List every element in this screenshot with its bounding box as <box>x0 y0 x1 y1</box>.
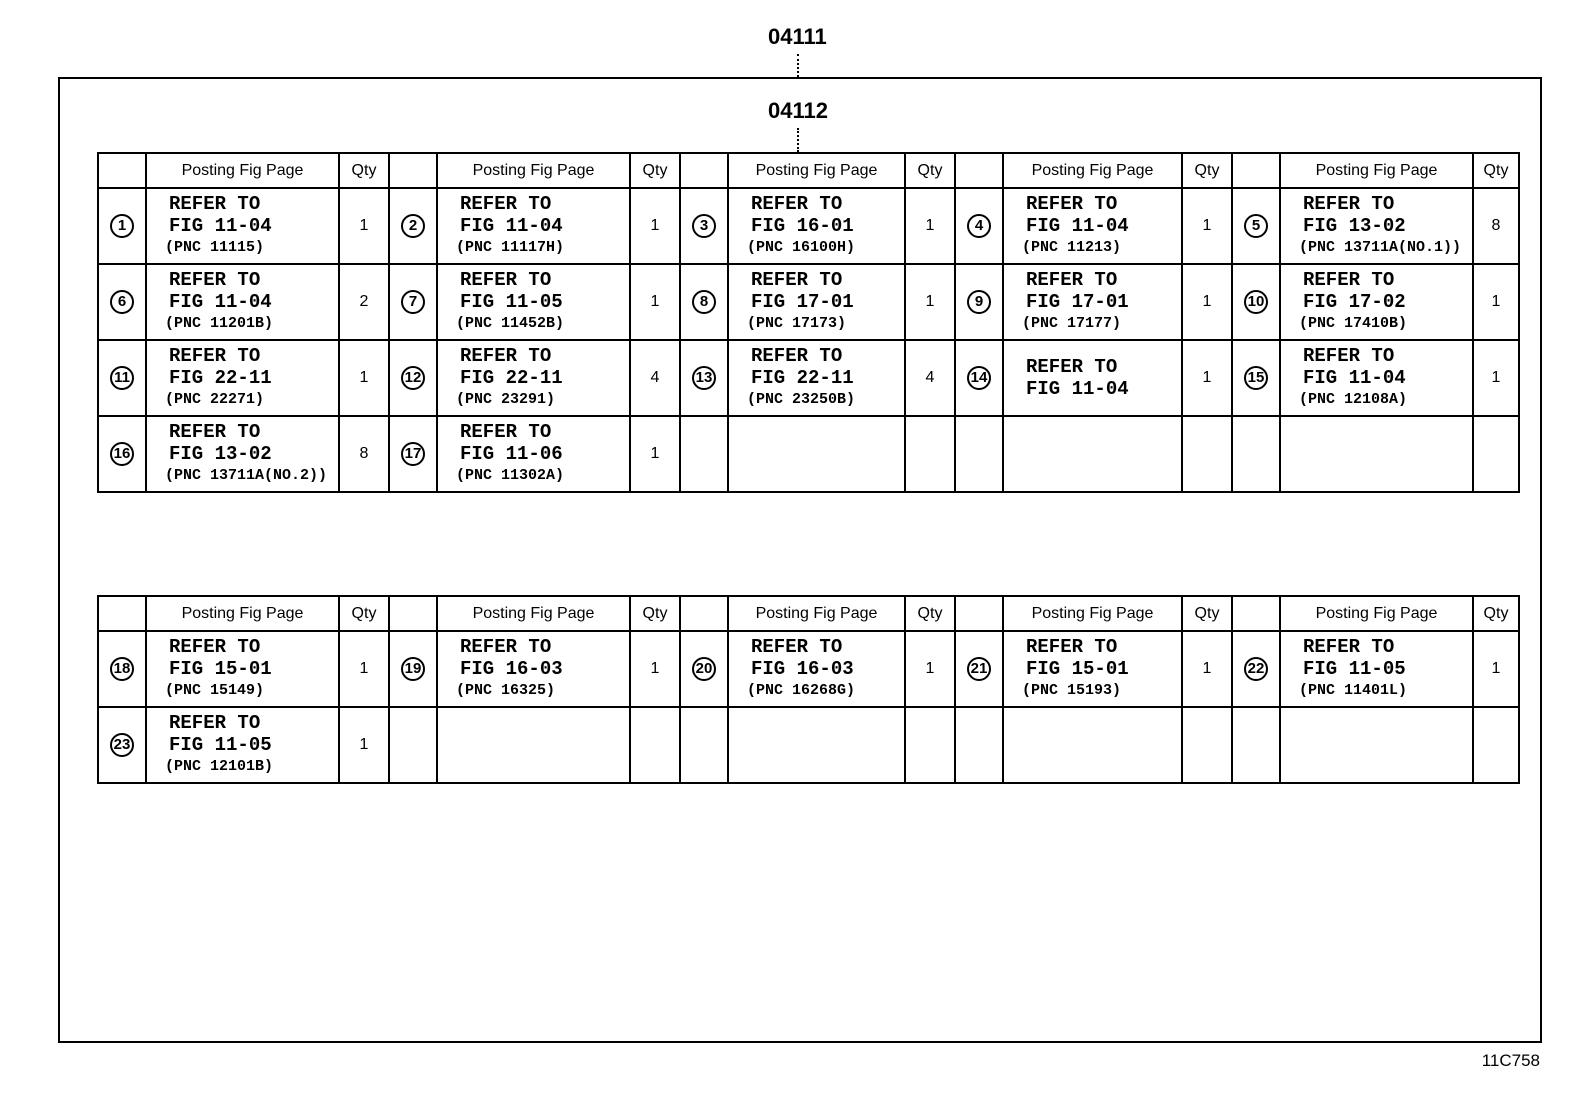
posting-reference-cell <box>1003 340 1182 416</box>
item-number-cell <box>1232 707 1280 783</box>
item-number-cell <box>98 264 146 340</box>
item-number-cell <box>98 707 146 783</box>
item-number-cell <box>389 416 437 492</box>
item-number-cell <box>98 340 146 416</box>
pnc-reference: (PNC 15149) <box>165 682 265 699</box>
header-qty: Qty <box>1473 153 1519 188</box>
posting-reference-cell <box>1280 340 1473 416</box>
header-qty: Qty <box>339 596 389 631</box>
quantity-cell: 1 <box>905 188 955 264</box>
refer-to-text: REFER TO <box>460 269 552 291</box>
pnc-reference: (PNC 16100H) <box>747 239 856 256</box>
refer-to-text: REFER TO <box>460 421 552 443</box>
header-posting-fig-page: Posting Fig Page <box>437 596 630 631</box>
header-posting-fig-page: Posting Fig Page <box>146 596 339 631</box>
figure-reference: FIG 13-02 <box>169 443 272 465</box>
pnc-reference: (PNC 13711A(NO.1)) <box>1299 239 1462 256</box>
pnc-reference: (PNC 22271) <box>165 391 265 408</box>
item-number-circle: 17 <box>401 442 425 466</box>
item-number-cell <box>1232 631 1280 707</box>
header-qty: Qty <box>630 596 680 631</box>
posting-reference-cell <box>146 264 339 340</box>
header-index-cell <box>389 596 437 631</box>
item-number-cell <box>1232 264 1280 340</box>
pnc-reference: (PNC 12108A) <box>1299 391 1408 408</box>
quantity-cell <box>1182 707 1232 783</box>
posting-reference-cell <box>728 188 905 264</box>
header-qty: Qty <box>905 153 955 188</box>
table-row <box>98 188 1519 264</box>
table-header-row <box>98 596 1519 631</box>
posting-reference-cell <box>146 631 339 707</box>
figure-reference: FIG 22-11 <box>169 367 272 389</box>
posting-reference-cell <box>728 631 905 707</box>
item-number-circle: 8 <box>692 290 716 314</box>
quantity-cell: 1 <box>339 707 389 783</box>
refer-to-text: REFER TO <box>1303 345 1395 367</box>
header-index-cell <box>1232 596 1280 631</box>
item-number-cell <box>1232 340 1280 416</box>
refer-to-text: REFER TO <box>1026 356 1118 378</box>
pnc-reference: (PNC 12101B) <box>165 758 274 775</box>
quantity-cell: 1 <box>339 631 389 707</box>
refer-to-text: REFER TO <box>751 193 843 215</box>
header-posting-fig-page: Posting Fig Page <box>1003 596 1182 631</box>
refer-to-text: REFER TO <box>1026 269 1118 291</box>
table-row <box>98 416 1519 492</box>
quantity-cell: 1 <box>1473 631 1519 707</box>
pnc-reference: (PNC 17173) <box>747 315 847 332</box>
item-number-cell <box>680 340 728 416</box>
refer-to-text: REFER TO <box>460 636 552 658</box>
figure-reference: FIG 11-06 <box>460 443 563 465</box>
pnc-reference: (PNC 11452B) <box>456 315 565 332</box>
header-index-cell <box>680 153 728 188</box>
refer-to-text: REFER TO <box>751 345 843 367</box>
posting-reference-cell <box>1280 264 1473 340</box>
item-number-cell <box>955 340 1003 416</box>
header-posting-fig-page: Posting Fig Page <box>437 153 630 188</box>
quantity-cell: 1 <box>630 264 680 340</box>
item-number-circle: 10 <box>1244 290 1268 314</box>
posting-reference-cell <box>728 264 905 340</box>
quantity-cell: 1 <box>1182 188 1232 264</box>
item-number-circle: 4 <box>967 214 991 238</box>
item-number-cell <box>955 416 1003 492</box>
quantity-cell: 1 <box>905 631 955 707</box>
figure-reference: FIG 11-05 <box>1303 658 1406 680</box>
item-number-circle: 21 <box>967 657 991 681</box>
quantity-cell: 4 <box>905 340 955 416</box>
posting-reference-cell <box>437 340 630 416</box>
quantity-cell <box>905 707 955 783</box>
header-qty: Qty <box>905 596 955 631</box>
item-number-circle: 6 <box>110 290 134 314</box>
pnc-reference: (PNC 11213) <box>1022 239 1122 256</box>
item-number-cell <box>389 707 437 783</box>
posting-reference-cell <box>146 340 339 416</box>
item-number-circle: 12 <box>401 366 425 390</box>
item-number-cell <box>1232 416 1280 492</box>
item-number-circle: 9 <box>967 290 991 314</box>
posting-reference-cell <box>437 631 630 707</box>
refer-to-text: REFER TO <box>460 345 552 367</box>
item-number-cell <box>389 264 437 340</box>
table-row <box>98 707 1519 783</box>
quantity-cell: 1 <box>339 340 389 416</box>
refer-to-text: REFER TO <box>751 269 843 291</box>
parts-table-1 <box>97 152 1520 493</box>
posting-reference-cell <box>1003 631 1182 707</box>
item-number-cell <box>389 631 437 707</box>
figure-reference: FIG 11-05 <box>460 291 563 313</box>
figure-reference: FIG 17-01 <box>751 291 854 313</box>
quantity-cell: 1 <box>1182 631 1232 707</box>
figure-reference: FIG 22-11 <box>751 367 854 389</box>
quantity-cell: 1 <box>1473 340 1519 416</box>
header-qty: Qty <box>1182 153 1232 188</box>
posting-reference-cell <box>1003 188 1182 264</box>
refer-to-text: REFER TO <box>1303 193 1395 215</box>
pnc-reference: (PNC 17410B) <box>1299 315 1408 332</box>
figure-reference: FIG 11-04 <box>460 215 563 237</box>
figure-reference: FIG 15-01 <box>1026 658 1129 680</box>
refer-to-text: REFER TO <box>169 421 261 443</box>
posting-reference-cell <box>1003 264 1182 340</box>
pnc-reference: (PNC 11115) <box>165 239 265 256</box>
item-number-circle: 14 <box>967 366 991 390</box>
item-number-circle: 11 <box>110 366 134 390</box>
refer-to-text: REFER TO <box>169 712 261 734</box>
posting-reference-cell <box>437 264 630 340</box>
posting-reference-cell <box>1003 707 1182 783</box>
item-number-cell <box>680 416 728 492</box>
header-qty: Qty <box>630 153 680 188</box>
figure-reference: FIG 11-04 <box>1026 215 1129 237</box>
header-qty: Qty <box>339 153 389 188</box>
pnc-reference: (PNC 11401L) <box>1299 682 1408 699</box>
header-posting-fig-page: Posting Fig Page <box>146 153 339 188</box>
posting-reference-cell <box>146 188 339 264</box>
figure-reference: FIG 22-11 <box>460 367 563 389</box>
item-number-cell <box>1232 188 1280 264</box>
header-posting-fig-page: Posting Fig Page <box>728 596 905 631</box>
item-number-circle: 5 <box>1244 214 1268 238</box>
quantity-cell: 1 <box>630 631 680 707</box>
posting-reference-cell <box>1280 416 1473 492</box>
figure-reference: FIG 11-04 <box>1026 378 1129 400</box>
posting-reference-cell <box>1280 188 1473 264</box>
header-qty: Qty <box>1182 596 1232 631</box>
item-number-circle: 2 <box>401 214 425 238</box>
quantity-cell <box>1473 416 1519 492</box>
posting-reference-cell <box>146 416 339 492</box>
item-number-cell <box>389 188 437 264</box>
header-posting-fig-page: Posting Fig Page <box>728 153 905 188</box>
pnc-reference: (PNC 15193) <box>1022 682 1122 699</box>
quantity-cell: 1 <box>1182 340 1232 416</box>
refer-to-text: REFER TO <box>1303 269 1395 291</box>
figure-reference: FIG 11-04 <box>169 291 272 313</box>
pnc-reference: (PNC 23250B) <box>747 391 856 408</box>
posting-reference-cell <box>437 188 630 264</box>
refer-to-text: REFER TO <box>169 269 261 291</box>
figure-reference: FIG 11-04 <box>1303 367 1406 389</box>
item-number-cell <box>389 340 437 416</box>
refer-to-text: REFER TO <box>169 345 261 367</box>
quantity-cell: 8 <box>1473 188 1519 264</box>
illustration-code: 11C758 <box>1481 1051 1540 1070</box>
header-index-cell <box>955 153 1003 188</box>
quantity-cell: 8 <box>339 416 389 492</box>
item-number-cell <box>98 631 146 707</box>
posting-reference-cell <box>728 340 905 416</box>
quantity-cell: 1 <box>1473 264 1519 340</box>
item-number-circle: 13 <box>692 366 716 390</box>
pnc-reference: (PNC 11302A) <box>456 467 565 484</box>
refer-to-text: REFER TO <box>169 193 261 215</box>
quantity-cell: 1 <box>339 188 389 264</box>
pnc-reference: (PNC 13711A(NO.2)) <box>165 467 328 484</box>
pnc-reference: (PNC 11201B) <box>165 315 274 332</box>
posting-reference-cell <box>1280 707 1473 783</box>
item-number-cell <box>680 707 728 783</box>
assembly-number-04112: 04112 <box>768 98 828 123</box>
header-index-cell <box>1232 153 1280 188</box>
refer-to-text: REFER TO <box>1026 193 1118 215</box>
posting-reference-cell <box>437 707 630 783</box>
figure-reference: FIG 16-01 <box>751 215 854 237</box>
table-row <box>98 631 1519 707</box>
parts-table-2 <box>97 595 1520 784</box>
item-number-circle: 18 <box>110 657 134 681</box>
connector-line-top <box>797 54 799 77</box>
pnc-reference: (PNC 16268G) <box>747 682 856 699</box>
item-number-cell <box>680 631 728 707</box>
quantity-cell: 2 <box>339 264 389 340</box>
posting-reference-cell <box>146 707 339 783</box>
posting-reference-cell <box>1003 416 1182 492</box>
header-index-cell <box>98 596 146 631</box>
item-number-cell <box>98 416 146 492</box>
pnc-reference: (PNC 17177) <box>1022 315 1122 332</box>
item-number-circle: 1 <box>110 214 134 238</box>
figure-reference: FIG 13-02 <box>1303 215 1406 237</box>
header-qty: Qty <box>1473 596 1519 631</box>
item-number-circle: 15 <box>1244 366 1268 390</box>
item-number-cell <box>955 631 1003 707</box>
item-number-circle: 20 <box>692 657 716 681</box>
refer-to-text: REFER TO <box>169 636 261 658</box>
quantity-cell: 1 <box>630 188 680 264</box>
quantity-cell <box>1182 416 1232 492</box>
quantity-cell <box>905 416 955 492</box>
item-number-circle: 16 <box>110 442 134 466</box>
posting-reference-cell <box>437 416 630 492</box>
item-number-circle: 19 <box>401 657 425 681</box>
header-posting-fig-page: Posting Fig Page <box>1003 153 1182 188</box>
item-number-cell <box>98 188 146 264</box>
header-posting-fig-page: Posting Fig Page <box>1280 153 1473 188</box>
posting-reference-cell <box>728 707 905 783</box>
item-number-cell <box>955 188 1003 264</box>
item-number-circle: 7 <box>401 290 425 314</box>
figure-reference: FIG 17-01 <box>1026 291 1129 313</box>
item-number-circle: 3 <box>692 214 716 238</box>
posting-reference-cell <box>728 416 905 492</box>
table-header-row <box>98 153 1519 188</box>
connector-line-inner <box>797 128 799 152</box>
figure-reference: FIG 15-01 <box>169 658 272 680</box>
refer-to-text: REFER TO <box>1303 636 1395 658</box>
figure-reference: FIG 17-02 <box>1303 291 1406 313</box>
refer-to-text: REFER TO <box>460 193 552 215</box>
quantity-cell <box>1473 707 1519 783</box>
assembly-number-04111: 04111 <box>768 24 827 49</box>
item-number-cell <box>680 264 728 340</box>
table-row <box>98 264 1519 340</box>
header-index-cell <box>680 596 728 631</box>
figure-reference: FIG 16-03 <box>460 658 563 680</box>
figure-reference: FIG 11-04 <box>169 215 272 237</box>
figure-reference: FIG 11-05 <box>169 734 272 756</box>
posting-reference-cell <box>1280 631 1473 707</box>
pnc-reference: (PNC 16325) <box>456 682 556 699</box>
item-number-cell <box>955 264 1003 340</box>
table-row <box>98 340 1519 416</box>
quantity-cell: 1 <box>1182 264 1232 340</box>
refer-to-text: REFER TO <box>751 636 843 658</box>
item-number-circle: 23 <box>110 733 134 757</box>
header-posting-fig-page: Posting Fig Page <box>1280 596 1473 631</box>
quantity-cell: 4 <box>630 340 680 416</box>
item-number-cell <box>680 188 728 264</box>
figure-reference: FIG 16-03 <box>751 658 854 680</box>
header-index-cell <box>955 596 1003 631</box>
quantity-cell: 1 <box>905 264 955 340</box>
header-index-cell <box>389 153 437 188</box>
quantity-cell: 1 <box>630 416 680 492</box>
header-index-cell <box>98 153 146 188</box>
pnc-reference: (PNC 11117H) <box>456 239 565 256</box>
refer-to-text: REFER TO <box>1026 636 1118 658</box>
item-number-cell <box>955 707 1003 783</box>
item-number-circle: 22 <box>1244 657 1268 681</box>
quantity-cell <box>630 707 680 783</box>
pnc-reference: (PNC 23291) <box>456 391 556 408</box>
